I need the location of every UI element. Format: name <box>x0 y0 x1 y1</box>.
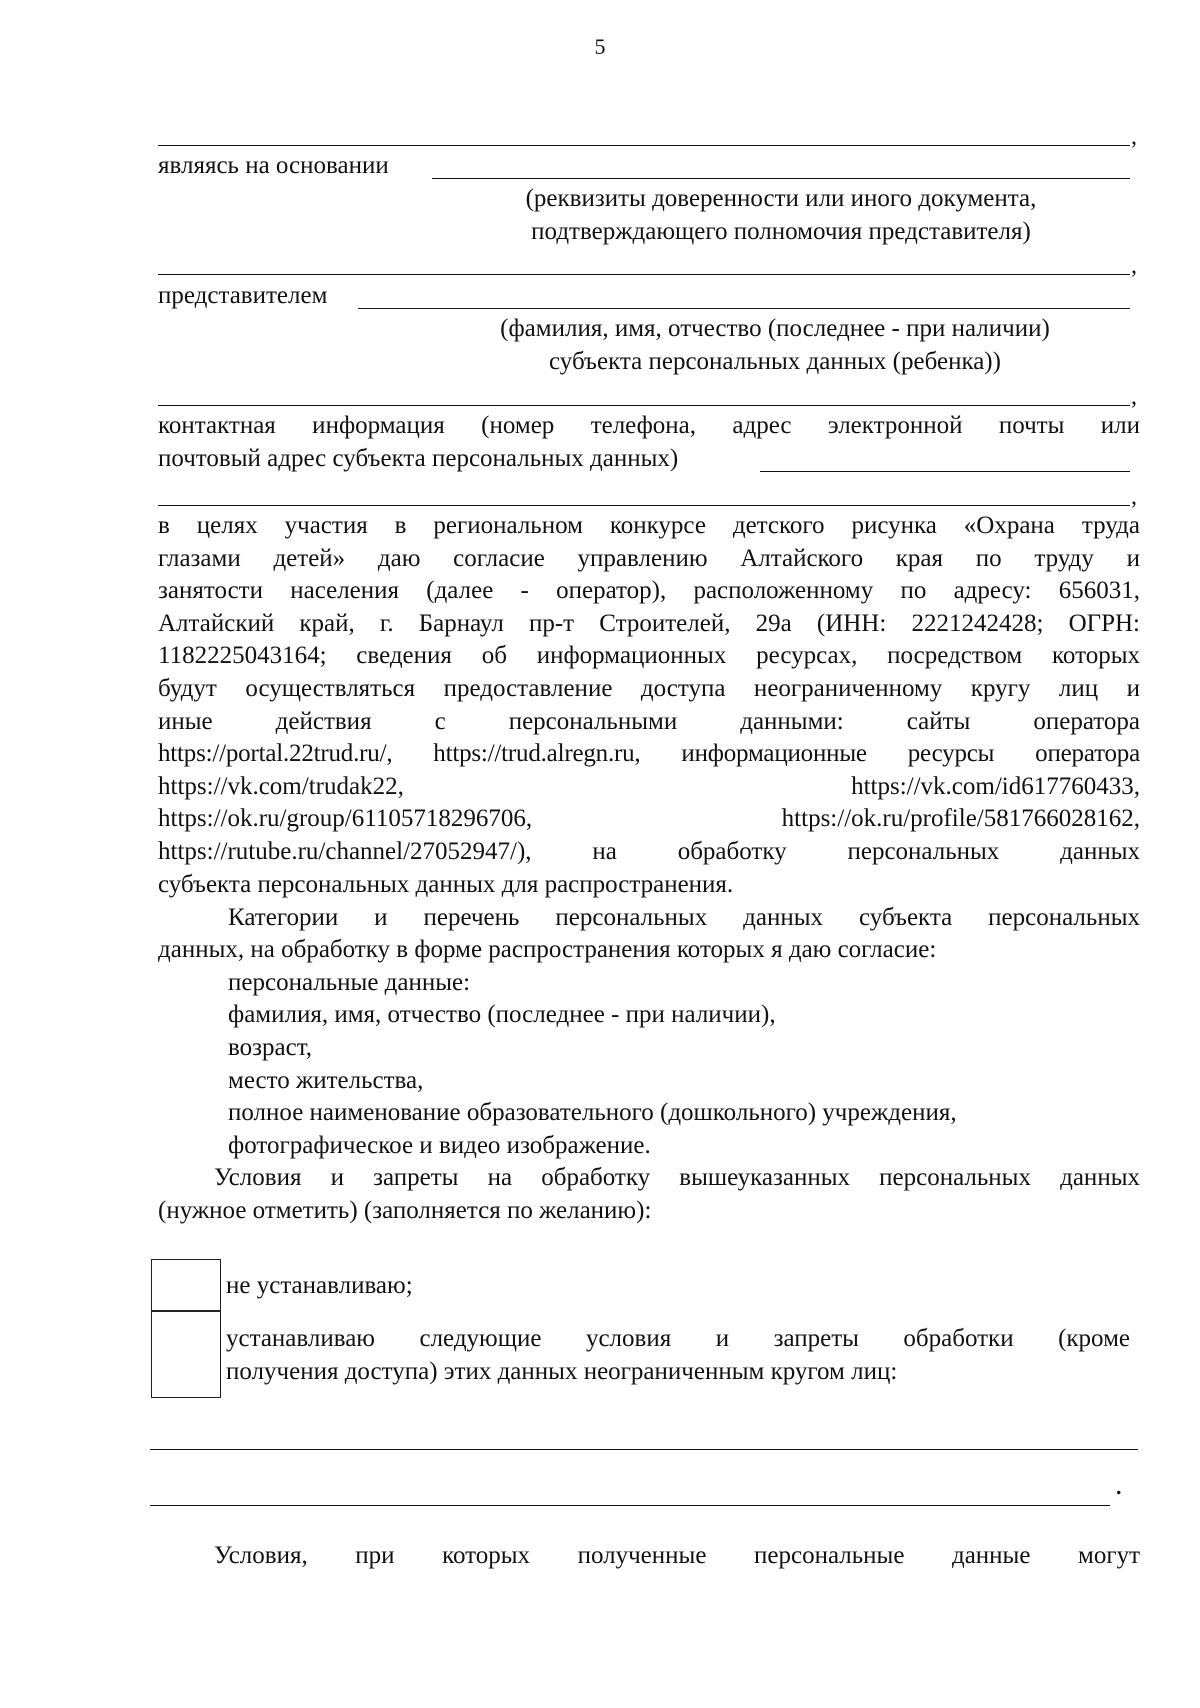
rep-field[interactable] <box>358 308 1130 309</box>
pd-item: фотографическое и видео изображение. <box>228 1132 651 1159</box>
line-comma: , <box>1131 253 1137 279</box>
pd-item: фамилия, имя, отчество (последнее - при наличии), <box>228 1001 776 1028</box>
paragraph-line: https://ok.ru/group/61105718296706, https://ok.ru/profile/581766028162, <box>158 805 1140 833</box>
paragraph-line: в целях участия в региональном конкурсе детского рисунка «Охрана труда <box>158 512 1140 539</box>
pd-item: возраст, <box>228 1034 312 1061</box>
option-label: получения доступа) этих данных неограниченным кругом лиц: <box>226 1358 898 1385</box>
line-period: . <box>1115 1468 1123 1501</box>
restrictions-field[interactable] <box>150 1449 1138 1450</box>
conditions-text: Условия и запреты на обработку вышеуказанных персональных данных <box>214 1164 1140 1191</box>
basis-hint: (реквизиты доверенности или иного документа, <box>525 185 1037 212</box>
restrictions-field[interactable] <box>150 1505 1110 1506</box>
paragraph-line: глазами детей» даю согласие управлению Алтайского края по труду и <box>158 544 1140 572</box>
line-comma: , <box>1131 124 1137 150</box>
paragraph-line: иные действия с персональными данными: сайты оператора <box>158 707 1140 735</box>
contact-label: почтовый адрес субъекта персональных данных) <box>158 445 679 472</box>
paragraph-line: https://portal.22trud.ru/, https://trud.alregn.ru, информационные ресурсы оператора <box>158 740 1140 768</box>
paragraph-line: 1182225043164; сведения об информационных ресурсах, посредством которых <box>158 642 1140 670</box>
blank-line[interactable] <box>158 405 1130 406</box>
blank-line[interactable] <box>158 505 1130 506</box>
rep-label: представителем <box>158 282 328 309</box>
pd-item: персональные данные: <box>228 969 471 996</box>
option-label: не устанавливаю; <box>226 1272 413 1299</box>
paragraph-line: будут осуществляться предоставление доступа неограниченному кругу лиц и <box>158 674 1140 702</box>
line-comma: , <box>1131 384 1137 410</box>
option-checkbox-set[interactable] <box>151 1311 221 1398</box>
final-text: Условия, при которых полученные персональные данные могут <box>214 1542 1140 1569</box>
pd-item: место жительства, <box>228 1067 424 1094</box>
contact-label: контактная информация (номер телефона, адрес электронной почты или <box>158 412 1140 439</box>
contact-field[interactable] <box>760 471 1130 472</box>
basis-field[interactable] <box>432 178 1130 179</box>
categories-text: данных, на обработку в форме распространения которых я даю согласие: <box>158 936 937 963</box>
paragraph-line: Алтайский край, г. Барнаул пр-т Строителей, 29а (ИНН: 2221242428; ОГРН: <box>158 609 1140 637</box>
conditions-text: (нужное отметить) (заполняется по желанию): <box>158 1197 652 1224</box>
paragraph-line: https://rutube.ru/channel/27052947/), на обработку персональных данных <box>158 837 1140 865</box>
rep-hint: субъекта персональных данных (ребенка)) <box>549 348 1001 375</box>
consent-paragraph <box>158 510 1140 901</box>
blank-line[interactable] <box>158 145 1130 146</box>
paragraph-line: https://vk.com/trudak22, https://vk.com/id617760433, <box>158 772 1140 800</box>
paragraph-line: субъекта персональных данных для распространения. <box>158 870 734 898</box>
rep-hint: (фамилия, имя, отчество (последнее - при наличии) <box>500 315 1050 342</box>
basis-label: являясь на основании <box>158 152 389 179</box>
option-checkbox-none[interactable] <box>151 1259 221 1311</box>
pd-item: полное наименование образовательного (дошкольного) учреждения, <box>228 1099 957 1126</box>
blank-line[interactable] <box>158 274 1130 275</box>
basis-hint: подтверждающего полномочия представителя) <box>531 218 1031 245</box>
line-comma: , <box>1131 484 1137 510</box>
paragraph-line: занятости населения (далее - оператор), расположенному по адресу: 656031, <box>158 577 1140 605</box>
option-label: устанавливаю следующие условия и запреты обработки (кроме <box>226 1325 1130 1352</box>
categories-text: Категории и перечень персональных данных субъекта персональных <box>228 904 1140 931</box>
page-number: 5 <box>594 34 606 59</box>
